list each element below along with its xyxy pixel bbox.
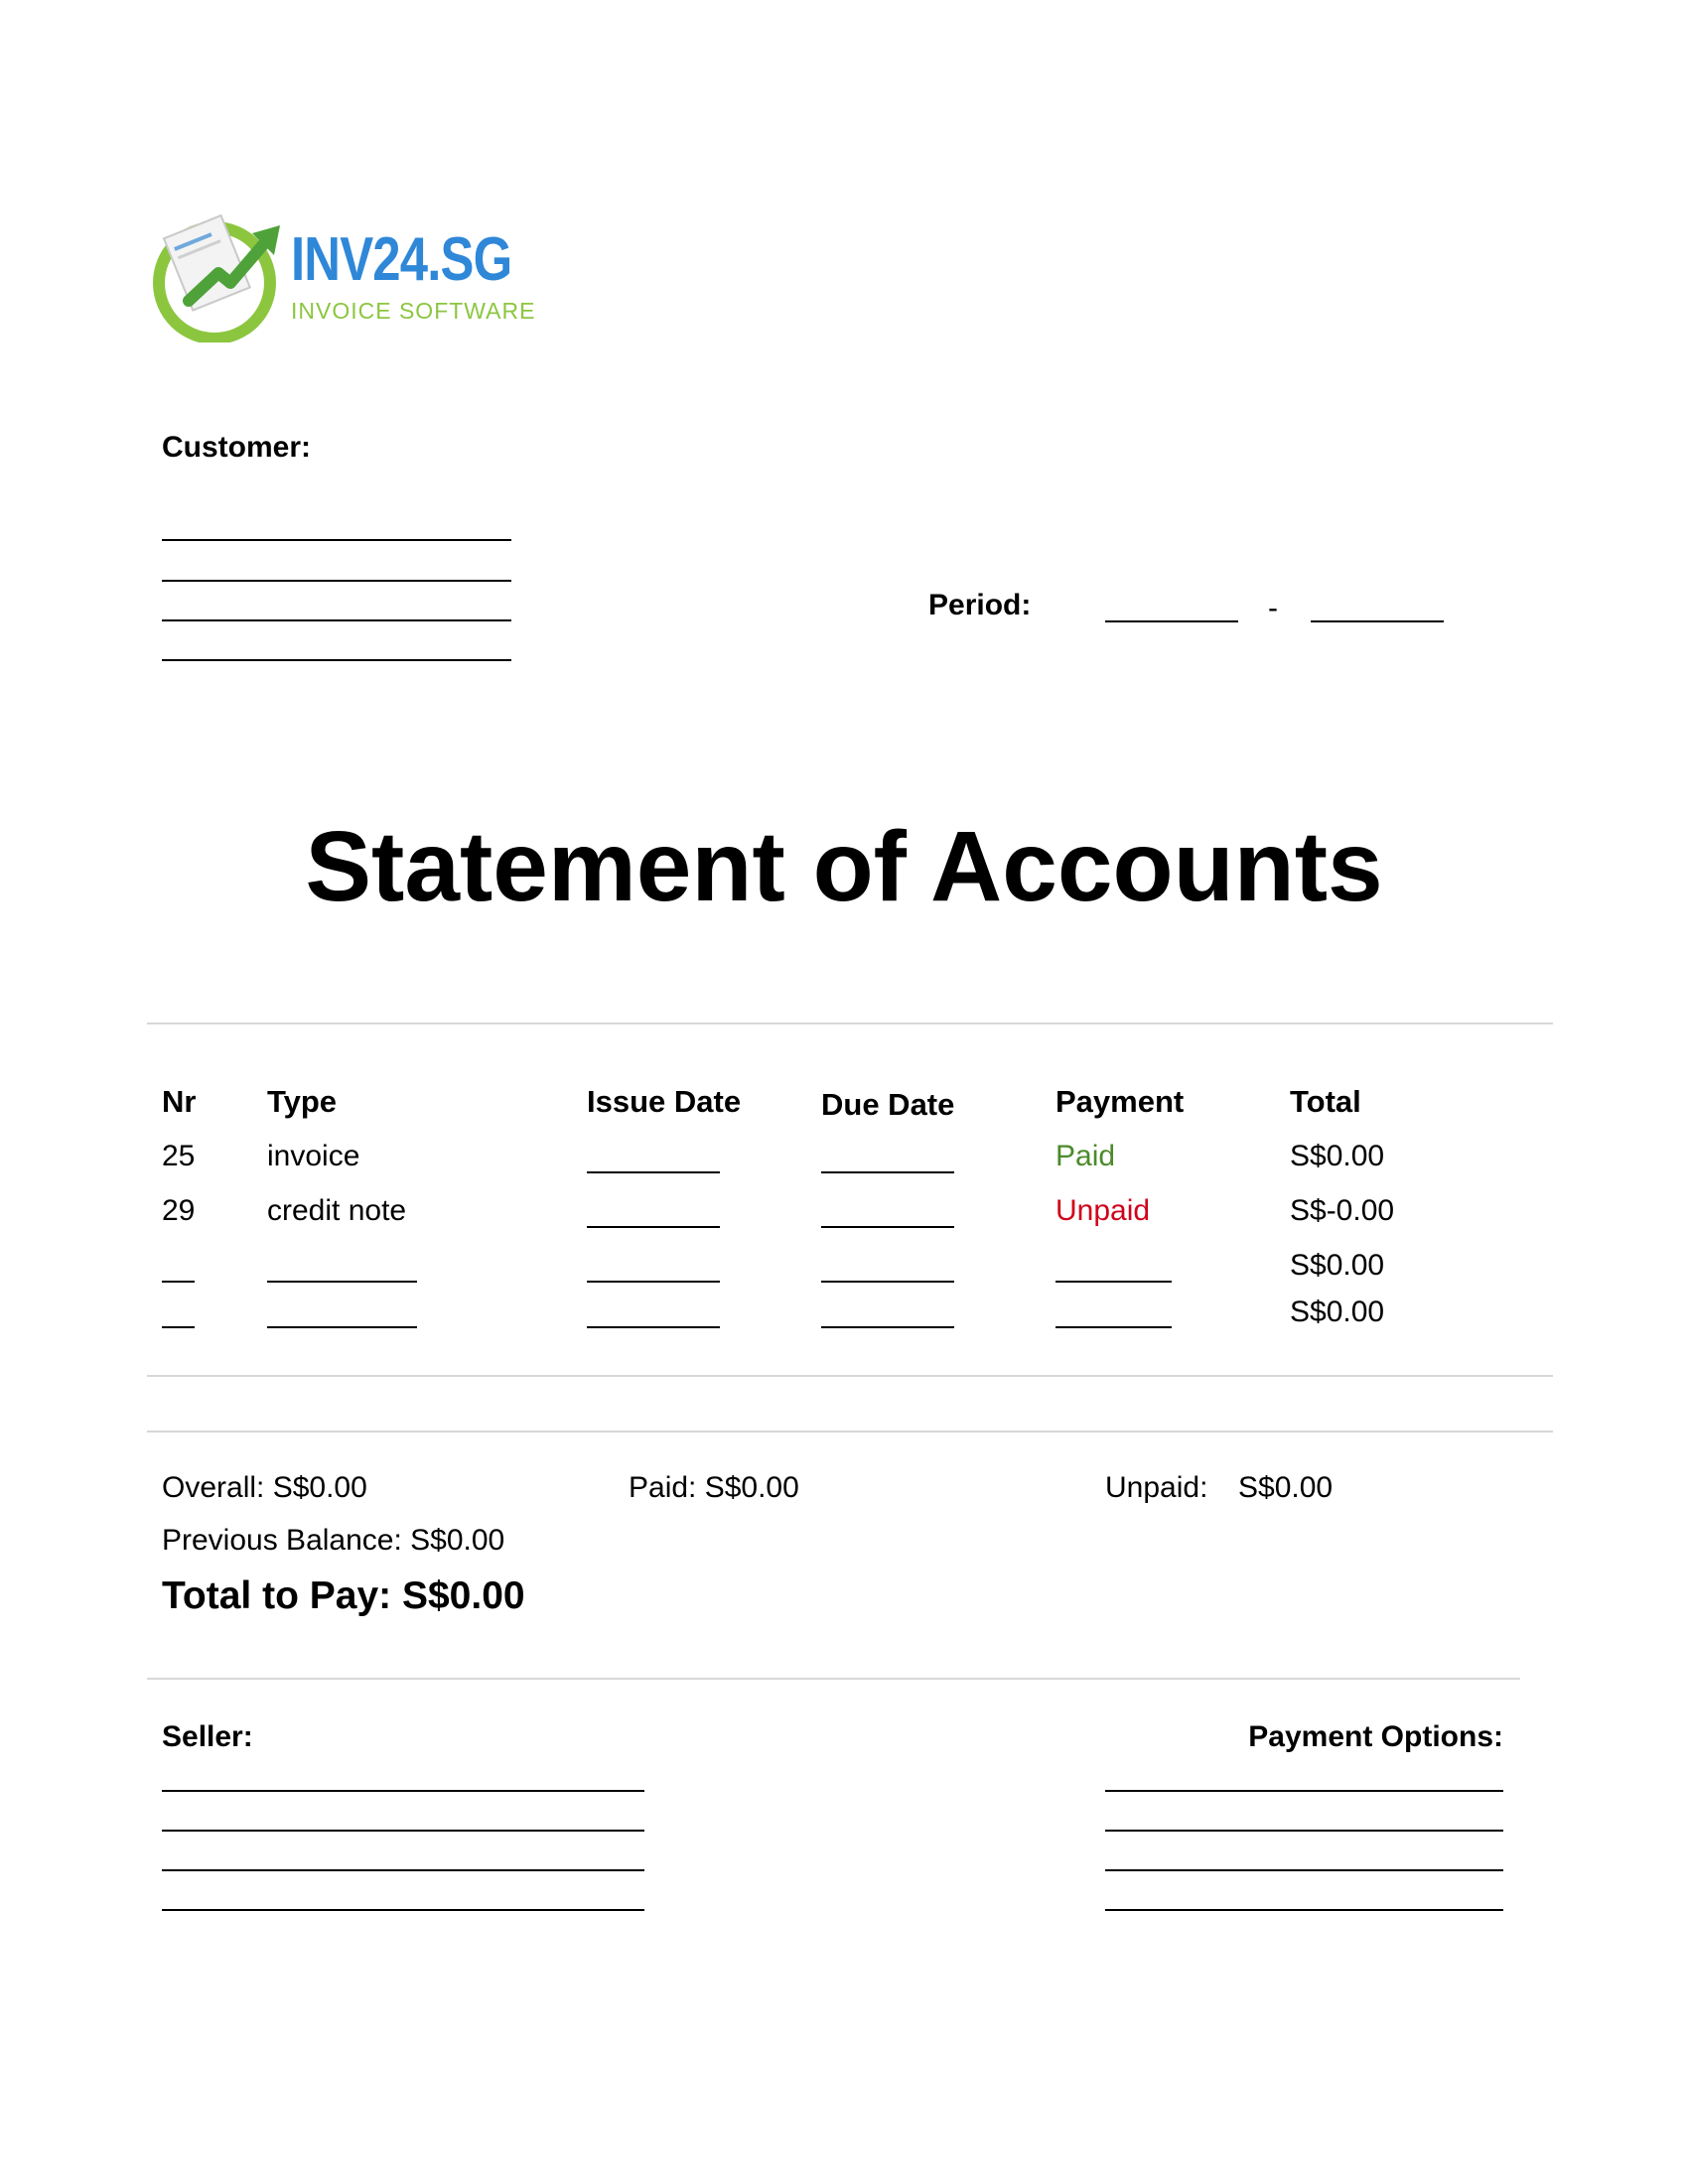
summary-unpaid-value: S$0.00 <box>1238 1471 1334 1504</box>
summary-total-to-pay: Total to Pay: S$0.00 <box>162 1574 525 1617</box>
row-issue-date-line <box>587 1226 720 1228</box>
row-due-date-line <box>821 1171 954 1173</box>
row-issue-date-line <box>587 1326 720 1328</box>
row-type: credit note <box>267 1194 407 1227</box>
row-total: S$-0.00 <box>1290 1194 1395 1227</box>
row-nr-line <box>162 1326 195 1328</box>
row-nr: 25 <box>162 1140 196 1172</box>
header-payment: Payment <box>1055 1084 1185 1119</box>
summary-bottom-divider <box>147 1678 1520 1680</box>
row-total: S$0.00 <box>1290 1249 1385 1282</box>
logo-icon <box>149 204 288 342</box>
seller-line-3 <box>162 1869 644 1871</box>
row-payment-status: Unpaid <box>1055 1194 1151 1227</box>
row-type: invoice <box>267 1140 360 1172</box>
summary-unpaid-label: Unpaid: <box>1105 1471 1208 1504</box>
payment-options-line-3 <box>1105 1869 1503 1871</box>
period-start-line <box>1105 620 1238 622</box>
customer-line-4 <box>162 659 511 661</box>
payment-options-label: Payment Options: <box>1248 1720 1503 1753</box>
row-payment-line <box>1055 1326 1172 1328</box>
logo-tagline: INVOICE SOFTWARE <box>291 298 536 324</box>
seller-line-4 <box>162 1909 644 1911</box>
summary-paid: Paid: S$0.00 <box>629 1471 799 1504</box>
row-issue-date-line <box>587 1281 720 1283</box>
period-separator: - <box>1268 592 1278 624</box>
table-top-divider <box>147 1023 1553 1024</box>
customer-line-1 <box>162 539 511 541</box>
seller-line-2 <box>162 1830 644 1832</box>
row-nr-line <box>162 1281 195 1283</box>
row-due-date-line <box>821 1281 954 1283</box>
row-nr: 29 <box>162 1194 196 1227</box>
summary-top-divider <box>147 1431 1553 1433</box>
summary-previous-balance: Previous Balance: S$0.00 <box>162 1524 505 1557</box>
logo <box>149 204 546 342</box>
customer-line-3 <box>162 619 511 621</box>
seller-line-1 <box>162 1790 644 1792</box>
period-label: Period: <box>928 589 1032 621</box>
payment-options-line-2 <box>1105 1830 1503 1832</box>
header-total: Total <box>1290 1084 1361 1119</box>
period-end-line <box>1311 620 1444 622</box>
customer-label: Customer: <box>162 431 312 464</box>
summary-overall: Overall: S$0.00 <box>162 1471 367 1504</box>
payment-options-line-1 <box>1105 1790 1503 1792</box>
row-payment-status: Paid <box>1055 1140 1116 1172</box>
row-total: S$0.00 <box>1290 1140 1385 1172</box>
row-due-date-line <box>821 1326 954 1328</box>
header-nr: Nr <box>162 1084 197 1119</box>
seller-label: Seller: <box>162 1720 253 1753</box>
table-bottom-divider <box>147 1375 1553 1377</box>
row-payment-line <box>1055 1281 1172 1283</box>
header-type: Type <box>267 1084 338 1119</box>
payment-options-line-4 <box>1105 1909 1503 1911</box>
header-due-date: Due Date <box>821 1087 955 1122</box>
row-due-date-line <box>821 1226 954 1228</box>
customer-line-2 <box>162 580 511 582</box>
row-issue-date-line <box>587 1171 720 1173</box>
header-issue-date: Issue Date <box>587 1084 742 1119</box>
page-title: Statement of Accounts <box>305 811 1383 922</box>
row-total: S$0.00 <box>1290 1296 1385 1328</box>
logo-name: INV24.SG <box>291 225 512 294</box>
row-type-line <box>267 1281 417 1283</box>
row-type-line <box>267 1326 417 1328</box>
